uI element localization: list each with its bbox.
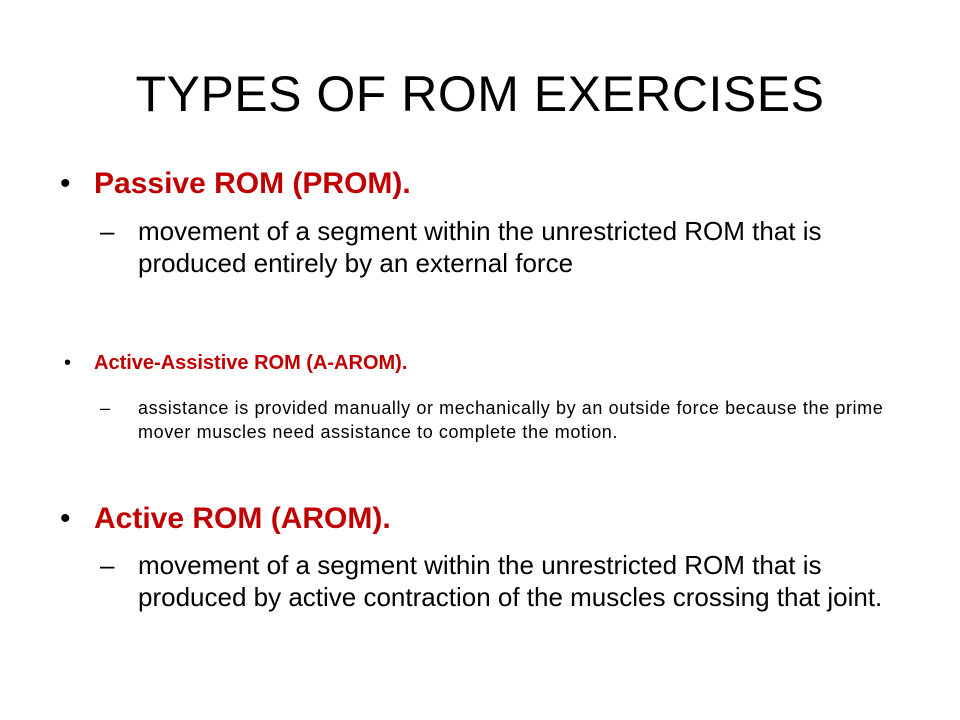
item-heading-active-rom: Active ROM (AROM). — [94, 502, 391, 535]
dash-icon: – — [100, 550, 115, 580]
bullet-icon: • — [60, 502, 71, 535]
slide-title: TYPES OF ROM EXERCISES — [135, 66, 825, 122]
bullet-icon: • — [64, 352, 72, 374]
dash-icon: – — [100, 216, 115, 246]
dash-icon: – — [100, 398, 111, 418]
bullet-icon: • — [60, 167, 71, 200]
item-description-passive-rom: movement of a segment within the unrestricted ROM that is produced entirely by an external force — [138, 216, 822, 278]
item-description-active-assistive-rom: assistance is provided manually or mechanically by an outside force because the prime mover muscles need assistance to complete the motion. — [138, 398, 884, 442]
item-description-active-rom: movement of a segment within the unrestricted ROM that is produced by active contraction of the muscles crossing that joint. — [138, 550, 883, 612]
item-heading-passive-rom: Passive ROM (PROM). — [94, 167, 411, 200]
item-heading-active-assistive-rom: Active-Assistive ROM (A-AROM). — [94, 352, 408, 374]
